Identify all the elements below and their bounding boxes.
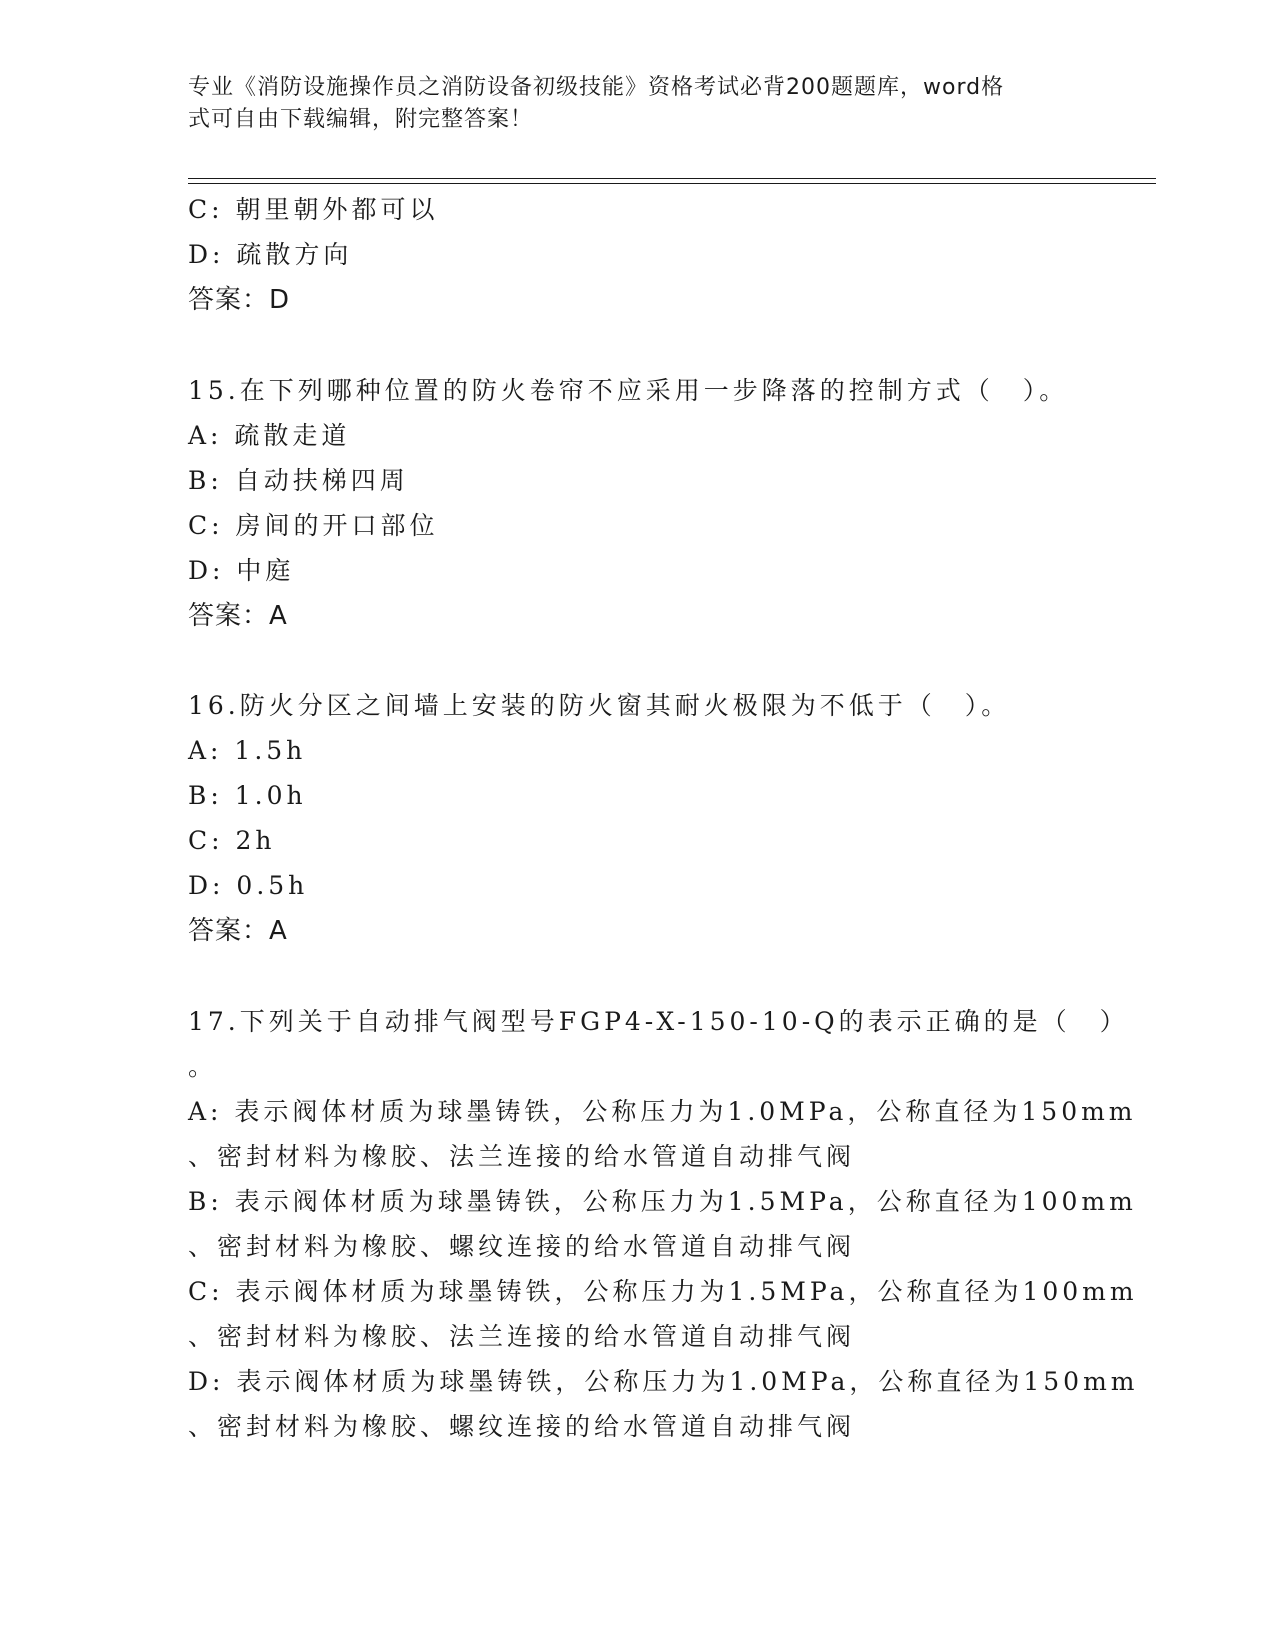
q17-stem-line-2: 。	[188, 1052, 218, 1081]
q15-option-a: A: 疏散走道	[188, 421, 351, 450]
q17-option-d-line-2: 、密封材料为橡胶、螺纹连接的给水管道自动排气阀	[188, 1412, 856, 1441]
q16-option-d: D: 0.5h	[188, 871, 309, 900]
q16-stem: 16.防火分区之间墙上安装的防火窗其耐火极限为不低于（ ）。	[188, 691, 1011, 720]
q14-option-d: D: 疏散方向	[188, 240, 353, 269]
q15-answer: 答案：A	[188, 601, 288, 631]
header-divider-bottom	[188, 183, 1156, 184]
q16-option-c: C: 2h	[188, 826, 276, 855]
q15-option-b: B: 自动扶梯四周	[188, 466, 409, 495]
header-line-2: 式可自由下载编辑，附完整答案！	[188, 107, 534, 132]
q15-option-c: C: 房间的开口部位	[188, 511, 439, 540]
q17-option-a-line-2: 、密封材料为橡胶、法兰连接的给水管道自动排气阀	[188, 1142, 856, 1171]
q15-stem: 15.在下列哪种位置的防火卷帘不应采用一步降落的控制方式（ ）。	[188, 376, 1069, 405]
q14-answer: 答案：D	[188, 285, 291, 315]
q14-option-c: C: 朝里朝外都可以	[188, 195, 439, 224]
q17-stem-line-1: 17.下列关于自动排气阀型号FGP4-X-150-10-Q的表示正确的是（ ）	[188, 1007, 1129, 1036]
q15-option-d: D: 中庭	[188, 556, 295, 585]
document-header	[188, 72, 1068, 136]
q16-option-a: A: 1.5h	[188, 736, 307, 765]
q17-option-a-line-1: A: 表示阀体材质为球墨铸铁，公称压力为1.0MPa，公称直径为150mm	[188, 1097, 1137, 1126]
q17-option-c-line-2: 、密封材料为橡胶、法兰连接的给水管道自动排气阀	[188, 1322, 856, 1351]
header-line-1: 专业《消防设施操作员之消防设备初级技能》资格考试必背200题题库，word格	[188, 75, 1005, 100]
q16-option-b: B: 1.0h	[188, 781, 307, 810]
q16-answer: 答案：A	[188, 916, 288, 946]
q17-option-b-line-2: 、密封材料为橡胶、螺纹连接的给水管道自动排气阀	[188, 1232, 856, 1261]
header-divider-top	[188, 178, 1156, 179]
q17-option-b-line-1: B: 表示阀体材质为球墨铸铁，公称压力为1.5MPa，公称直径为100mm	[188, 1187, 1137, 1216]
q17-option-d-line-1: D: 表示阀体材质为球墨铸铁，公称压力为1.0MPa，公称直径为150mm	[188, 1367, 1139, 1396]
q17-option-c-line-1: C: 表示阀体材质为球墨铸铁，公称压力为1.5MPa，公称直径为100mm	[188, 1277, 1138, 1306]
